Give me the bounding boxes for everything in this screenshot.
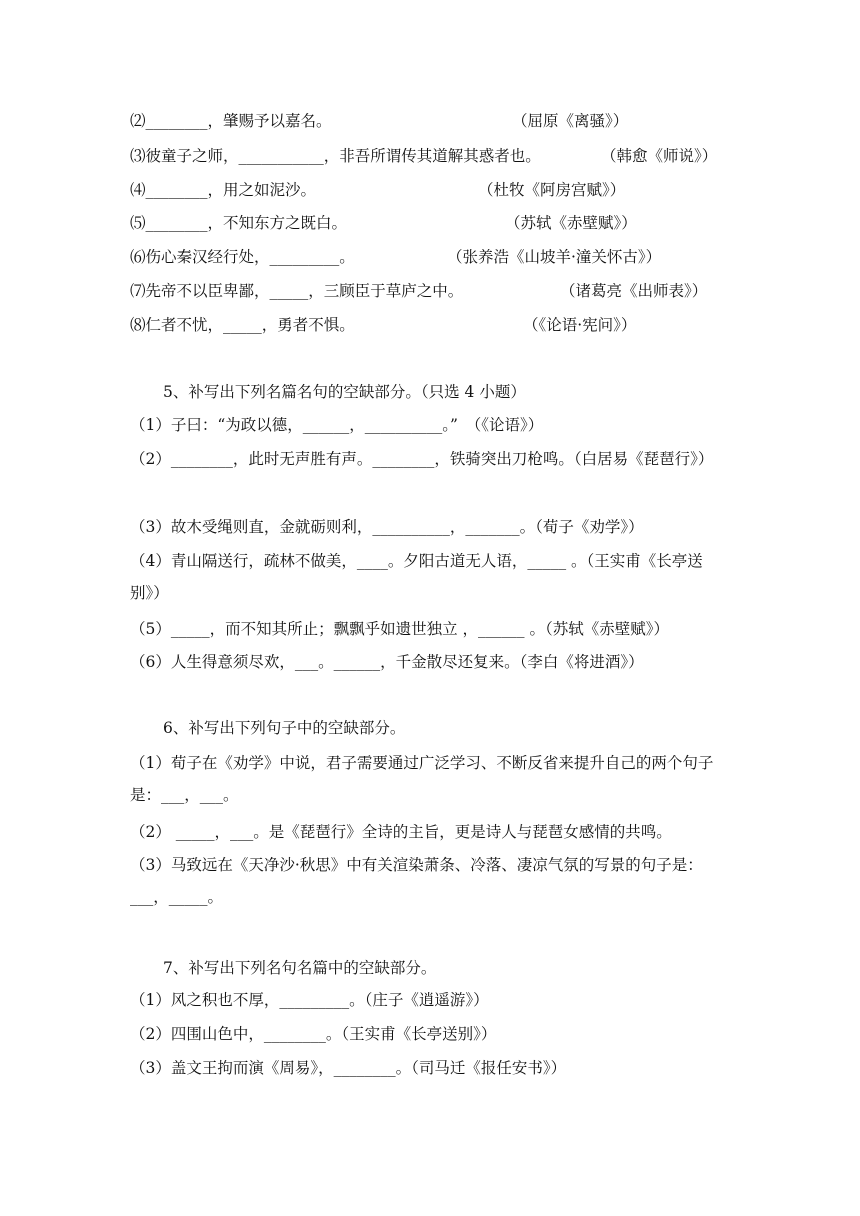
list-item: （3）马致远在《天净沙·秋思》中有关渲染萧条、冷落、凄凉气氛的写景的句子是：___，_____。 <box>130 856 703 906</box>
list-item: （2）四围山色中，________。（王实甫《长亭送别》） <box>130 1025 497 1043</box>
section-heading: 5、补写出下列名篇名句的空缺部分。（只选 4 小题） <box>163 383 526 401</box>
item-source: （韩愈《师说》） <box>601 147 718 165</box>
item-source: （苏轼《赤壁赋》） <box>505 214 637 232</box>
list-item: （2）________，此时无声胜有声。________，铁骑突出刀枪鸣。（白居易《琵琶行》） <box>130 450 714 468</box>
list-item: （5）_____，而不知其所止；飘飘乎如遗世独立 ，______ 。（苏轼《赤壁赋》） <box>130 620 669 638</box>
list-item: ⑺先帝不以臣卑鄙，_____，三顾臣于草庐之中。 <box>130 282 464 300</box>
item-source: （《论语·宪问》） <box>523 316 637 334</box>
list-item: （2） _____，___。是《琵琶行》全诗的主旨，更是诗人与琵琶女感情的共鸣。 <box>130 823 672 841</box>
list-item: （1）子曰：“为政以德，______，__________。” （《论语》） <box>130 416 544 434</box>
item-source: （杜牧《阿房宫赋》） <box>478 181 626 199</box>
list-item: ⑷________，用之如泥沙。 <box>130 181 317 199</box>
list-item: ⑶彼童子之师，___________，非吾所谓传其道解其惑者也。 <box>130 147 541 165</box>
list-item: ⑹伤心秦汉经行处，_________。 <box>130 248 355 266</box>
item-source: （张养浩《山坡羊·潼关怀古》） <box>447 248 662 266</box>
list-item: ⑻仁者不忧，_____，勇者不惧。 <box>130 316 355 334</box>
list-item: （4）青山隔送行，疏林不做美，____。夕阳古道无人语，_____ 。（王实甫《长亭送别》） <box>130 552 703 602</box>
list-item: （6）人生得意须尽欢，___。______，千金散尽还复来。（李白《将进酒》） <box>130 653 644 671</box>
list-item: （3）盖文王拘而演《周易》，________。（司马迁《报任安书》） <box>130 1059 567 1077</box>
section-heading: 6、补写出下列句子中的空缺部分。 <box>163 719 406 737</box>
item-source: （屈原《离骚》） <box>512 112 629 130</box>
list-item: （1）荀子在《劝学》中说，君子需要通过广泛学习、不断反省来提升自己的两个句子是：___，___。 <box>130 754 714 804</box>
list-item: （1）风之积也不厚，_________。（庄子《逍遥游》） <box>130 991 489 1009</box>
item-source: （诸葛亮《出师表》） <box>560 282 708 300</box>
list-item: ⑵________，肇赐予以嘉名。 <box>130 112 332 130</box>
list-item: （3）故木受绳则直，金就砺则利，__________，_______。（荀子《劝学》） <box>130 518 644 536</box>
section-heading: 7、补写出下列名句名篇中的空缺部分。 <box>163 959 437 977</box>
list-item: ⑸________，不知东方之既白。 <box>130 214 348 232</box>
